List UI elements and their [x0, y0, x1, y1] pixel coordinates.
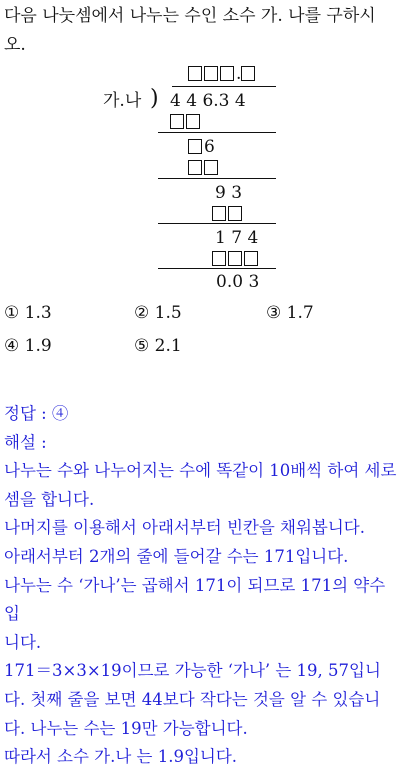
blank-box: [241, 66, 255, 81]
choice-value: 1.7: [286, 303, 314, 323]
blank-box: [212, 251, 226, 266]
explain-line: 니다.: [4, 632, 42, 652]
choice-value: 1.9: [24, 336, 52, 356]
step2-digit: 6: [204, 137, 215, 157]
blank-box: [220, 66, 234, 81]
blank-box: [212, 206, 226, 221]
question-line-2: 오.: [4, 35, 26, 55]
blank-box: [188, 139, 202, 154]
choice-5[interactable]: [134, 336, 182, 356]
dividend: 4 4 6.3 4: [170, 91, 246, 111]
blank-box: [244, 251, 258, 266]
blank-box: [170, 114, 184, 129]
choice-number: ④: [4, 336, 20, 356]
choice-3[interactable]: [266, 303, 314, 323]
blank-box: [188, 66, 202, 81]
explain-line: 나누는 수 ‘가나’는 곱해서 171이 되므로 171의 약수입: [4, 575, 386, 624]
explain-line: 나머지를 이용해서 아래서부터 빈칸을 채워봅니다.: [4, 518, 365, 538]
step2-line: [158, 178, 276, 179]
answer-label: 정답 : ④: [4, 404, 69, 423]
explain-line: 171＝3×3×19이므로 가능한 ‘가나’ 는 19, 57입니: [4, 661, 381, 681]
step1-row: [170, 112, 202, 132]
long-division: [0, 0, 400, 300]
choice-number: ②: [134, 303, 150, 323]
remainder: 0.0 3: [216, 272, 260, 292]
step4-line: [158, 268, 276, 269]
step4-row: [212, 249, 260, 269]
explain-line: 아래서부터 2개의 줄에 들어갈 수는 171입니다.: [4, 546, 349, 566]
explain-line: 나누는 수와 나누어지는 수에 똑같이 10배씩 하여 세로: [4, 461, 397, 481]
division-bracket: ): [150, 86, 159, 111]
choice-number: ①: [4, 303, 20, 323]
explain-label: 해설 :: [4, 432, 47, 452]
explain-line: 셈을 합니다.: [4, 489, 95, 509]
step3-value: 9 3: [215, 183, 243, 203]
step3-row: [212, 204, 244, 224]
blank-box: [228, 251, 242, 266]
blank-box: [188, 160, 202, 175]
blank-box: [204, 66, 218, 81]
choice-number: ⑤: [134, 336, 150, 356]
blank-box: [228, 206, 242, 221]
step2-row: [188, 137, 215, 157]
step1-line: [158, 132, 276, 133]
explain-line: 다. 첫째 줄을 보면 44보다 작다는 것을 알 수 있습니: [4, 689, 381, 709]
quotient-row: [188, 64, 257, 84]
explain-line: 따라서 소수 가.나 는 1.9입니다.: [4, 747, 238, 767]
choice-value: 1.3: [24, 303, 52, 323]
blank-box: [204, 160, 218, 175]
choice-1[interactable]: [4, 303, 52, 323]
step3-line: [158, 223, 276, 224]
divisor: 가.나: [103, 91, 142, 111]
explain-line: 다. 나누는 수는 19만 가능합니다.: [4, 718, 248, 738]
blank-box: [186, 114, 200, 129]
question-line-1: 다음 나눗셈에서 나누는 수인 소수 가. 나를 구하시: [4, 6, 376, 26]
division-bar: [172, 86, 276, 87]
solution: [4, 400, 398, 772]
quotient-decimal-point: .: [236, 64, 242, 84]
choice-value: 1.5: [154, 303, 182, 323]
choice-number: ③: [266, 303, 282, 323]
step2b-row: [188, 158, 220, 178]
choice-4[interactable]: [4, 336, 52, 356]
step4-value: 1 7 4: [215, 228, 259, 248]
choice-value: 2.1: [154, 336, 182, 356]
choice-2[interactable]: [134, 303, 182, 323]
